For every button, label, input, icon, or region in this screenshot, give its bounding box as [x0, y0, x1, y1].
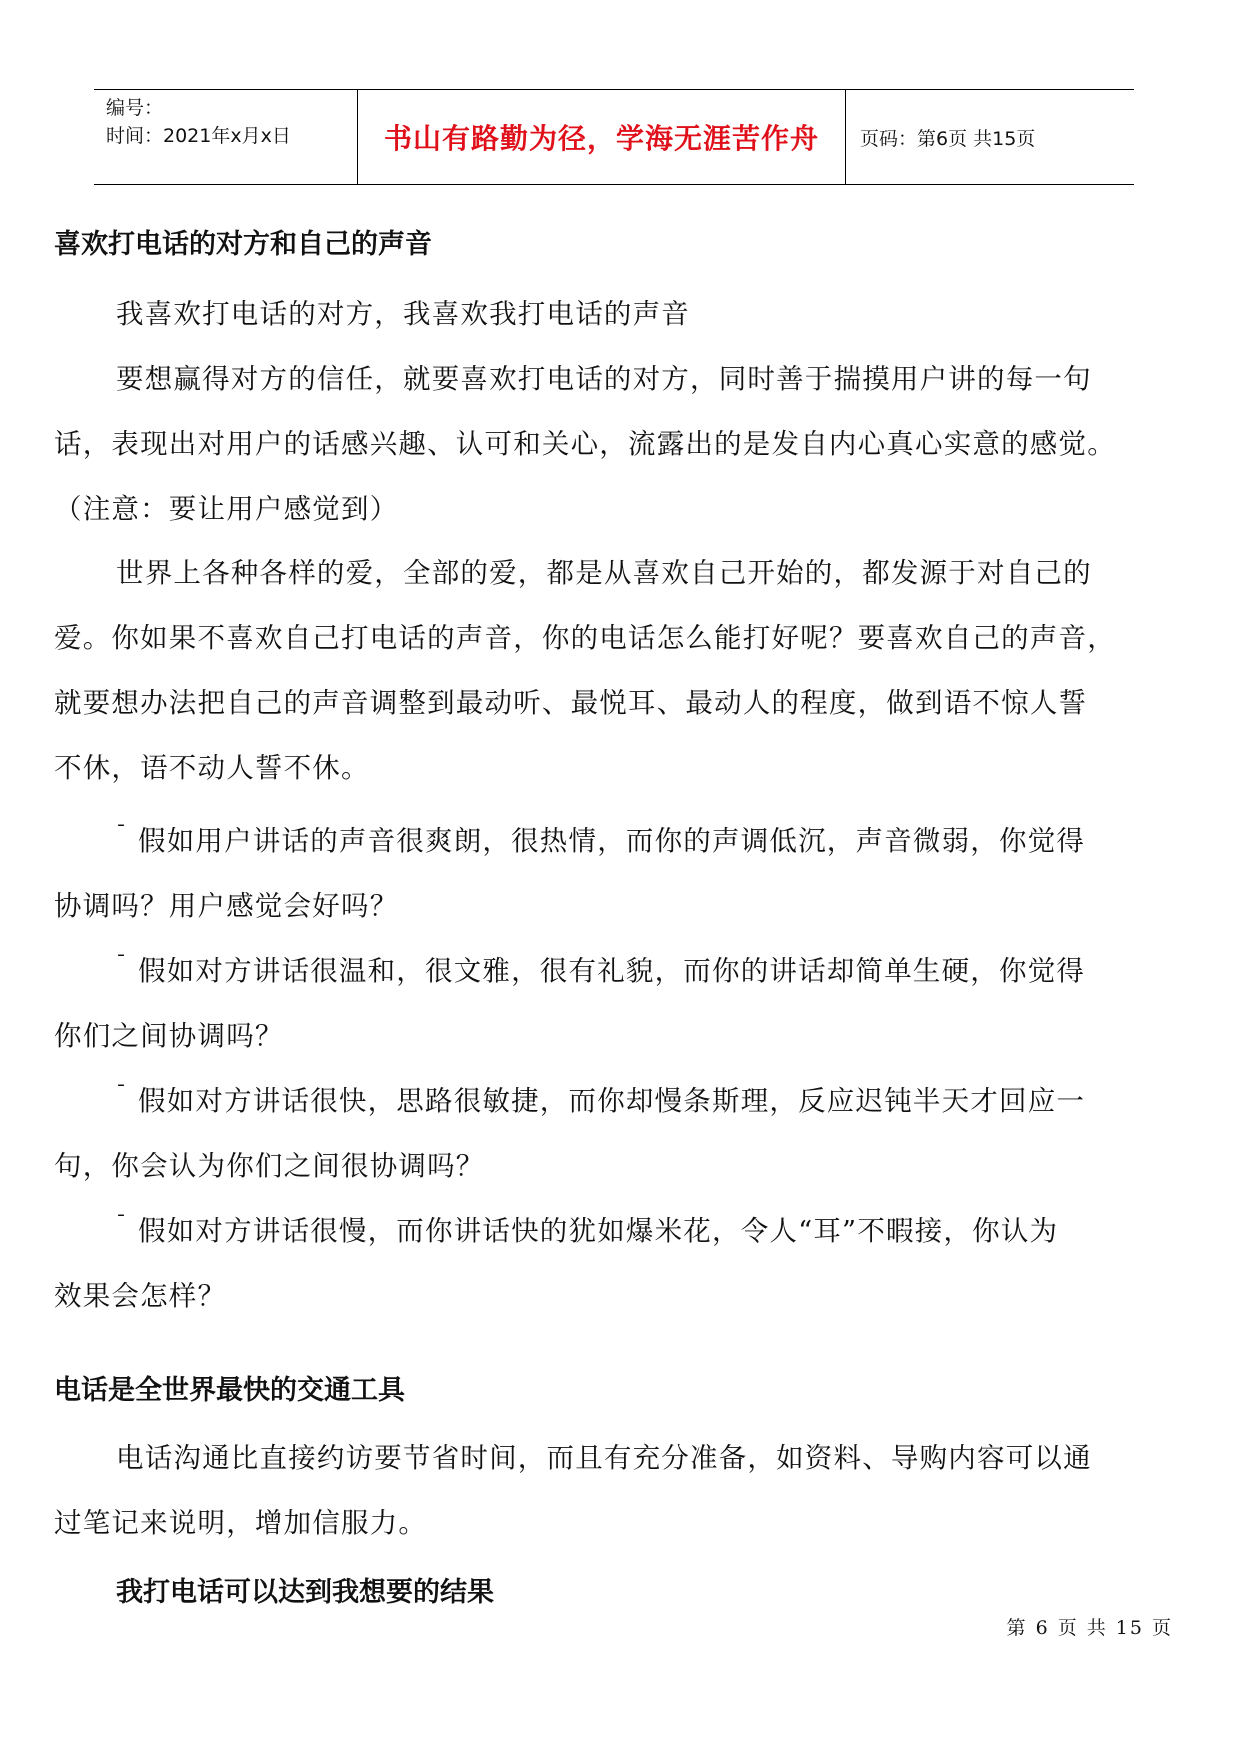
- bullet-text: 假如用户讲话的声音很爽朗，很热情，而你的声调低沉，声音微弱，你觉得: [138, 825, 1086, 857]
- paragraph-line: 不休，语不动人誓不休。: [54, 752, 370, 784]
- document-number-label: 编号：: [106, 97, 164, 119]
- header-info-cell: [94, 90, 358, 184]
- paragraph-line: 电话沟通比直接约访要节省时间，而且有充分准备，如资料、导购内容可以通: [116, 1442, 1092, 1474]
- motto-text: 书山有路勤为径，学海无涯苦作舟: [383, 122, 819, 155]
- paragraph-line: 协调吗？用户感觉会好吗？: [54, 890, 399, 922]
- bullet-icon: ¯: [116, 821, 128, 845]
- paragraph-line: 世界上各种各样的爱，全部的爱，都是从喜欢自己开始的，都发源于对自己的: [116, 557, 1092, 589]
- bullet-icon: ¯: [116, 1211, 128, 1235]
- paragraph-line: 我喜欢打电话的对方，我喜欢我打电话的声音: [116, 298, 690, 330]
- bullet-icon: ¯: [116, 951, 128, 975]
- paragraph-line: 爱。你如果不喜欢自己打电话的声音，你的电话怎么能打好呢？要喜欢自己的声音，: [54, 622, 1116, 654]
- page-footer: 第 6 页 共 15 页: [1006, 1617, 1173, 1639]
- bullet-text: 假如对方讲话很快，思路很敏捷，而你却慢条斯理，反应迟钝半天才回应一: [138, 1085, 1086, 1117]
- paragraph-trust: [54, 347, 1174, 542]
- bullet-item: [54, 801, 1174, 939]
- paragraph-intro: [54, 282, 1174, 347]
- bullet-item: [54, 931, 1174, 1069]
- bullet-icon: ¯: [116, 1081, 128, 1105]
- page-code: 页码：第6页 共15页: [860, 127, 1036, 150]
- paragraph-love: [54, 541, 1174, 801]
- section-subtitle-result: 我打电话可以达到我想要的结果: [116, 1577, 494, 1608]
- section-title-phone: 电话是全世界最快的交通工具: [54, 1375, 405, 1406]
- document-date: 时间：2021年x月x日: [106, 125, 291, 147]
- header-motto-cell: [358, 90, 846, 184]
- paragraph-line: 效果会怎样？: [54, 1280, 227, 1312]
- bullet-item: [54, 1191, 1174, 1329]
- header-table: [94, 89, 1134, 185]
- paragraph-line: 过笔记来说明，增加信服力。: [54, 1507, 428, 1539]
- paragraph-line: 就要想办法把自己的声音调整到最动听、最悦耳、最动人的程度，做到语不惊人誓: [54, 687, 1088, 719]
- paragraph-line: 要想赢得对方的信任，就要喜欢打电话的对方，同时善于揣摸用户讲的每一句: [116, 363, 1092, 395]
- paragraph-line: （注意：要让用户感觉到）: [54, 493, 399, 525]
- bullet-text: 假如对方讲话很慢，而你讲话快的犹如爆米花，令人“耳”不暇接，你认为: [138, 1215, 1059, 1247]
- paragraph-line: 句，你会认为你们之间很协调吗？: [54, 1150, 485, 1182]
- paragraph-phone: [54, 1426, 1174, 1556]
- paragraph-line: 话，表现出对用户的话感兴趣、认可和关心，流露出的是发自内心真心实意的感觉。: [54, 428, 1116, 460]
- section-title-voice: 喜欢打电话的对方和自己的声音: [54, 229, 432, 260]
- header-page-cell: [846, 90, 1134, 184]
- bullet-text: 假如对方讲话很温和，很文雅，很有礼貌，而你的讲话却简单生硬，你觉得: [138, 955, 1086, 987]
- bullet-item: [54, 1061, 1174, 1199]
- paragraph-line: 你们之间协调吗？: [54, 1020, 284, 1052]
